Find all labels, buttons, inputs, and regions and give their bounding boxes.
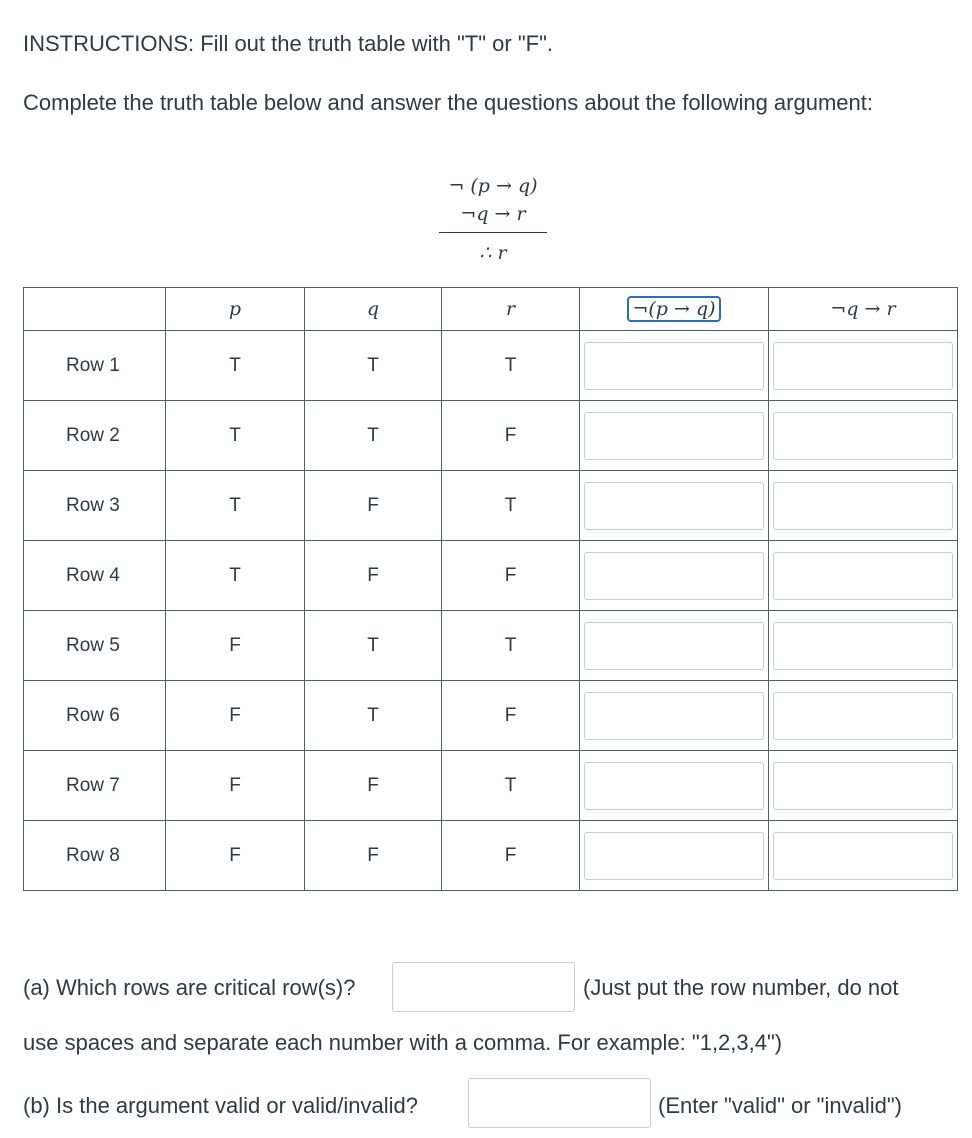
row-label: Row 2 — [24, 401, 166, 471]
cell-not-p-implies-q — [580, 541, 769, 611]
table-row — [24, 681, 958, 751]
cell-not-p-implies-q — [580, 471, 769, 541]
answer-input-not-p-implies-q[interactable] — [584, 692, 764, 740]
cell-not-q-implies-r — [769, 821, 958, 891]
validity-input[interactable] — [468, 1078, 651, 1128]
cell-q: F — [305, 821, 442, 891]
conclusion: ∴ r — [479, 242, 507, 264]
answer-input-not-q-implies-r[interactable] — [773, 832, 953, 880]
row-label: Row 7 — [24, 751, 166, 821]
cell-not-q-implies-r — [769, 331, 958, 401]
cell-not-q-implies-r — [769, 751, 958, 821]
cell-p: F — [166, 611, 305, 681]
answer-input-not-q-implies-r[interactable] — [773, 552, 953, 600]
cell-not-p-implies-q — [580, 751, 769, 821]
row-label: Row 5 — [24, 611, 166, 681]
cell-r: F — [442, 681, 580, 751]
table-row — [24, 611, 958, 681]
header-q: q — [305, 288, 442, 331]
answer-input-not-p-implies-q[interactable] — [584, 832, 764, 880]
cell-not-p-implies-q — [580, 681, 769, 751]
answer-input-not-q-implies-r[interactable] — [773, 342, 953, 390]
question-b-prompt: (b) Is the argument valid or valid/invalid? — [23, 1093, 418, 1118]
cell-p: T — [166, 331, 305, 401]
cell-r: F — [442, 541, 580, 611]
cell-not-p-implies-q — [580, 331, 769, 401]
answer-input-not-p-implies-q[interactable] — [584, 622, 764, 670]
cell-not-p-implies-q — [580, 611, 769, 681]
cell-p: F — [166, 681, 305, 751]
cell-r: T — [442, 611, 580, 681]
cell-p: T — [166, 541, 305, 611]
table-row — [24, 331, 958, 401]
header-not-p-implies-q — [580, 288, 769, 331]
cell-not-q-implies-r — [769, 471, 958, 541]
cell-not-q-implies-r — [769, 611, 958, 681]
intro-text: Complete the truth table below and answer the questions about the following argument: — [23, 90, 873, 115]
table-row — [24, 821, 958, 891]
table-row — [24, 541, 958, 611]
cell-p: F — [166, 751, 305, 821]
answer-input-not-q-implies-r[interactable] — [773, 692, 953, 740]
cell-not-q-implies-r — [769, 541, 958, 611]
cell-q: F — [305, 541, 442, 611]
cell-p: T — [166, 471, 305, 541]
answer-input-not-q-implies-r[interactable] — [773, 412, 953, 460]
cell-q: T — [305, 401, 442, 471]
cell-r: T — [442, 751, 580, 821]
header-r: r — [442, 288, 580, 331]
row-label: Row 3 — [24, 471, 166, 541]
header-highlight: ¬(p → q) — [627, 296, 720, 322]
instructions-text: INSTRUCTIONS: Fill out the truth table with "T" or "F". — [23, 31, 554, 56]
header-not-q-implies-r: ¬q → r — [769, 288, 958, 331]
cell-p: F — [166, 821, 305, 891]
answer-input-not-p-implies-q[interactable] — [584, 552, 764, 600]
premise-1: ¬ (p → q) — [448, 175, 538, 197]
table-row — [24, 471, 958, 541]
cell-q: T — [305, 331, 442, 401]
cell-q: F — [305, 471, 442, 541]
question-b-hint: (Enter "valid" or "invalid") — [658, 1093, 902, 1118]
cell-q: T — [305, 681, 442, 751]
answer-input-not-p-implies-q[interactable] — [584, 412, 764, 460]
answer-input-not-q-implies-r[interactable] — [773, 482, 953, 530]
truth-table — [23, 287, 958, 891]
table-row — [24, 401, 958, 471]
header-p: p — [166, 288, 305, 331]
answer-input-not-p-implies-q[interactable] — [584, 762, 764, 810]
row-label: Row 8 — [24, 821, 166, 891]
table-header-row — [24, 288, 958, 331]
cell-q: F — [305, 751, 442, 821]
argument-rule — [439, 232, 547, 233]
header-blank — [24, 288, 166, 331]
question-a-hint-continued: use spaces and separate each number with a comma. For example: "1,2,3,4") — [23, 1030, 783, 1055]
cell-r: T — [442, 331, 580, 401]
question-a-hint: (Just put the row number, do not — [583, 975, 899, 1000]
argument-block — [439, 172, 547, 267]
answer-input-not-q-implies-r[interactable] — [773, 622, 953, 670]
cell-r: T — [442, 471, 580, 541]
row-label: Row 1 — [24, 331, 166, 401]
answer-input-not-p-implies-q[interactable] — [584, 342, 764, 390]
cell-p: T — [166, 401, 305, 471]
row-label: Row 6 — [24, 681, 166, 751]
question-a-prompt: (a) Which rows are critical row(s)? — [23, 975, 356, 1000]
cell-not-p-implies-q — [580, 821, 769, 891]
cell-r: F — [442, 821, 580, 891]
critical-rows-input[interactable] — [392, 962, 575, 1012]
cell-q: T — [305, 611, 442, 681]
cell-not-p-implies-q — [580, 401, 769, 471]
premise-2: ¬q → r — [460, 203, 526, 225]
cell-not-q-implies-r — [769, 401, 958, 471]
row-label: Row 4 — [24, 541, 166, 611]
cell-not-q-implies-r — [769, 681, 958, 751]
answer-input-not-q-implies-r[interactable] — [773, 762, 953, 810]
cell-r: F — [442, 401, 580, 471]
answer-input-not-p-implies-q[interactable] — [584, 482, 764, 530]
table-row — [24, 751, 958, 821]
